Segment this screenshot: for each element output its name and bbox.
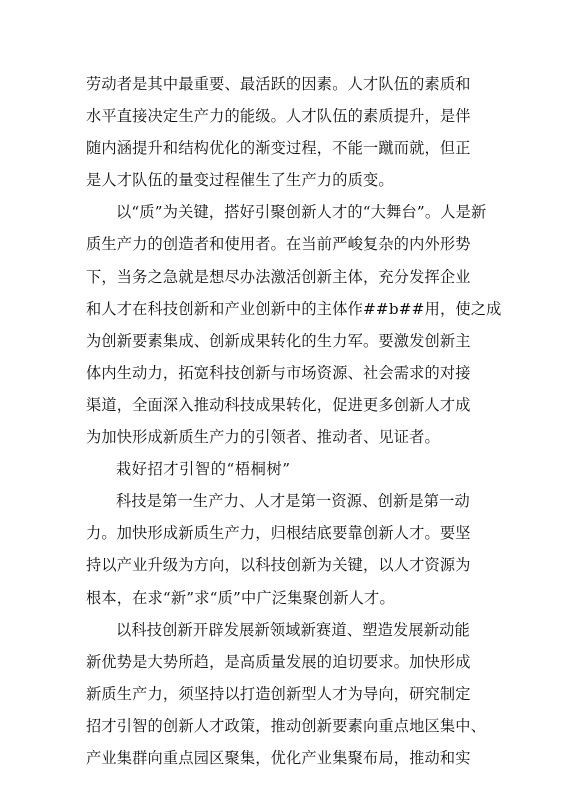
text-line: 为创新要素集成、创新成果转化的生力军。要激发创新主 <box>86 331 471 350</box>
text-line: 持以产业升级为方向，以科技创新为关键，以人才资源为 <box>86 556 471 575</box>
text-line: 力。加快形成新质生产力，归根结底要靠创新人才。要坚 <box>86 524 471 543</box>
text-line: 招才引智的创新人才政策，推动创新要素向重点地区集中、 <box>86 716 487 735</box>
text-line: 随内涵提升和结构优化的渐变过程，不能一蹴而就，但正 <box>86 139 471 158</box>
text-line: 下，当务之急就是想尽办法激活创新主体，充分发挥企业 <box>86 267 471 286</box>
text-line: 和人才在科技创新和产业创新中的主体作##b##用，使之成 <box>86 299 502 318</box>
text-line: 质生产力的创造者和使用者。在当前严峻复杂的内外形势 <box>86 235 471 254</box>
text-line: 是人才队伍的量变过程催生了生产力的质变。 <box>86 171 394 190</box>
para-new-advantages <box>86 614 487 774</box>
text-line: 以科技创新开辟发展新领域新赛道、塑造发展新动能 <box>116 620 470 639</box>
para-big-stage <box>86 196 502 453</box>
section-heading: 栽好招才引智的“梧桐树” <box>116 460 291 479</box>
text-line: 体内生动力，拓宽科技创新与市场资源、社会需求的对接 <box>86 363 471 382</box>
text-line: 水平直接决定生产力的能级。人才队伍的素质提升，是伴 <box>86 107 471 126</box>
para-talent-quality <box>86 68 484 196</box>
text-line: 科技是第一生产力、人才是第一资源、创新是第一动 <box>116 492 470 511</box>
text-line: 劳动者是其中最重要、最活跃的因素。人才队伍的素质和 <box>86 75 471 93</box>
text-line: 新优势是大势所趋，是高质量发展的迫切要求。加快形成 <box>86 652 471 671</box>
text-line: 新质生产力，须坚持以打造创新型人才为导向，研究制定 <box>86 684 471 703</box>
text-line: 渠道，全面深入推动科技成果转化，促进更多创新人才成 <box>86 395 471 414</box>
section-heading-wutong <box>86 453 484 485</box>
text-line: 为加快形成新质生产力的引领者、推动者、见证者。 <box>86 428 440 447</box>
text-line: 产业集群向重点园区聚集，优化产业集聚布局，推动和实 <box>86 748 471 767</box>
text-line: 以“质”为关键，搭好引聚创新人才的“大舞台”。人是新 <box>116 203 487 222</box>
para-first-resource <box>86 485 484 613</box>
text-line: 根本，在求“新”求“质”中广泛集聚创新人才。 <box>86 588 395 607</box>
